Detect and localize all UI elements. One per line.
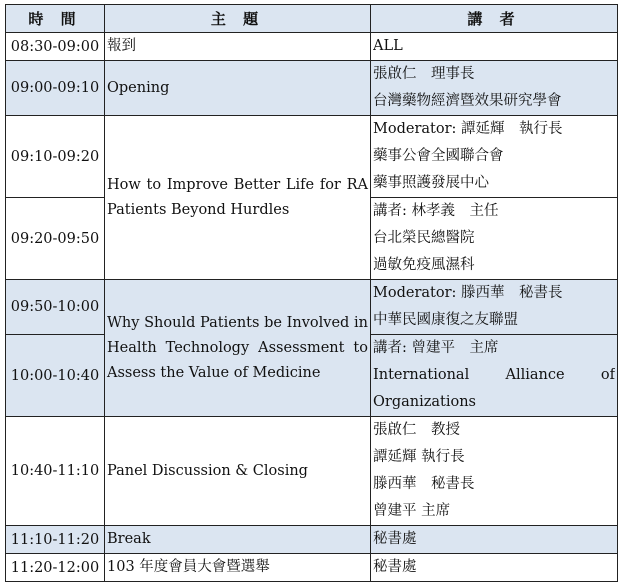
header-speaker: 講 者 [371, 5, 618, 33]
time-cell: 08:30-09:00 [6, 33, 105, 61]
table-row [6, 526, 618, 554]
time-cell: 11:10-11:20 [6, 526, 105, 554]
topic-cell: Why Should Patients be Involved in Health Technology Assessment to Assess the Value of Medicine [105, 280, 371, 417]
table-row [6, 61, 618, 116]
speaker-line: Moderator: 譚延輝 執行長 [373, 121, 563, 137]
speaker-line: 滕西華 秘書長 [373, 476, 475, 492]
time-cell: 09:50-10:00 [6, 280, 105, 335]
speaker-cell [371, 280, 618, 335]
time-cell: 10:40-11:10 [6, 417, 105, 526]
agenda-table [5, 4, 618, 582]
speaker-cell [371, 417, 618, 526]
speaker-line: 秘書處 [373, 559, 417, 575]
table-row [6, 554, 618, 582]
speaker-line: 張啟仁 教授 [373, 422, 460, 438]
speaker-line: 講者: 林孝義 主任 [373, 203, 499, 219]
speaker-line: 曾建平 主席 [373, 503, 451, 519]
speaker-line: 講者: 曾建平 主席 [373, 340, 499, 356]
speaker-line: 張啟仁 理事長 [373, 66, 475, 82]
header-time: 時 間 [6, 5, 105, 33]
speaker-line: 台灣藥物經濟暨效果研究學會 [373, 93, 562, 109]
speaker-line: 中華民國康復之友聯盟 [373, 312, 518, 328]
topic-cell: Break [105, 526, 371, 554]
speaker-line: 台北榮民總醫院 [373, 230, 475, 246]
speaker-line: Moderator: 滕西華 秘書長 [373, 285, 563, 301]
topic-cell: Panel Discussion & Closing [105, 417, 371, 526]
speaker-cell [371, 526, 618, 554]
speaker-line: 譚延輝 執行長 [373, 449, 465, 465]
table-row [6, 33, 618, 61]
table-row [6, 417, 618, 526]
speaker-line: Organizations [373, 394, 476, 410]
topic-cell: 103 年度會員大會暨選舉 [105, 554, 371, 582]
speaker-cell [371, 554, 618, 582]
speaker-cell [371, 198, 618, 280]
table-header-row [6, 5, 618, 33]
speaker-cell [371, 61, 618, 116]
time-cell: 10:00-10:40 [6, 335, 105, 417]
table-row [6, 116, 618, 198]
topic-cell: 報到 [105, 33, 371, 61]
time-cell: 09:10-09:20 [6, 116, 105, 198]
speaker-line: 藥事照護發展中心 [373, 175, 489, 191]
speaker-cell [371, 116, 618, 198]
time-cell: 09:00-09:10 [6, 61, 105, 116]
topic-cell: How to Improve Better Life for RA Patients Beyond Hurdles [105, 116, 371, 280]
topic-cell: Opening [105, 61, 371, 116]
time-cell: 11:20-12:00 [6, 554, 105, 582]
speaker-line: ALL [373, 38, 403, 54]
speaker-line: 秘書處 [373, 531, 417, 547]
speaker-line: 藥事公會全國聯合會 [373, 148, 504, 164]
header-topic: 主 題 [105, 5, 371, 33]
speaker-line: 過敏免疫風濕科 [373, 257, 475, 273]
speaker-cell [371, 33, 618, 61]
speaker-cell [371, 335, 618, 417]
table-row [6, 280, 618, 335]
time-cell: 09:20-09:50 [6, 198, 105, 280]
speaker-line: International Alliance of [373, 367, 615, 383]
